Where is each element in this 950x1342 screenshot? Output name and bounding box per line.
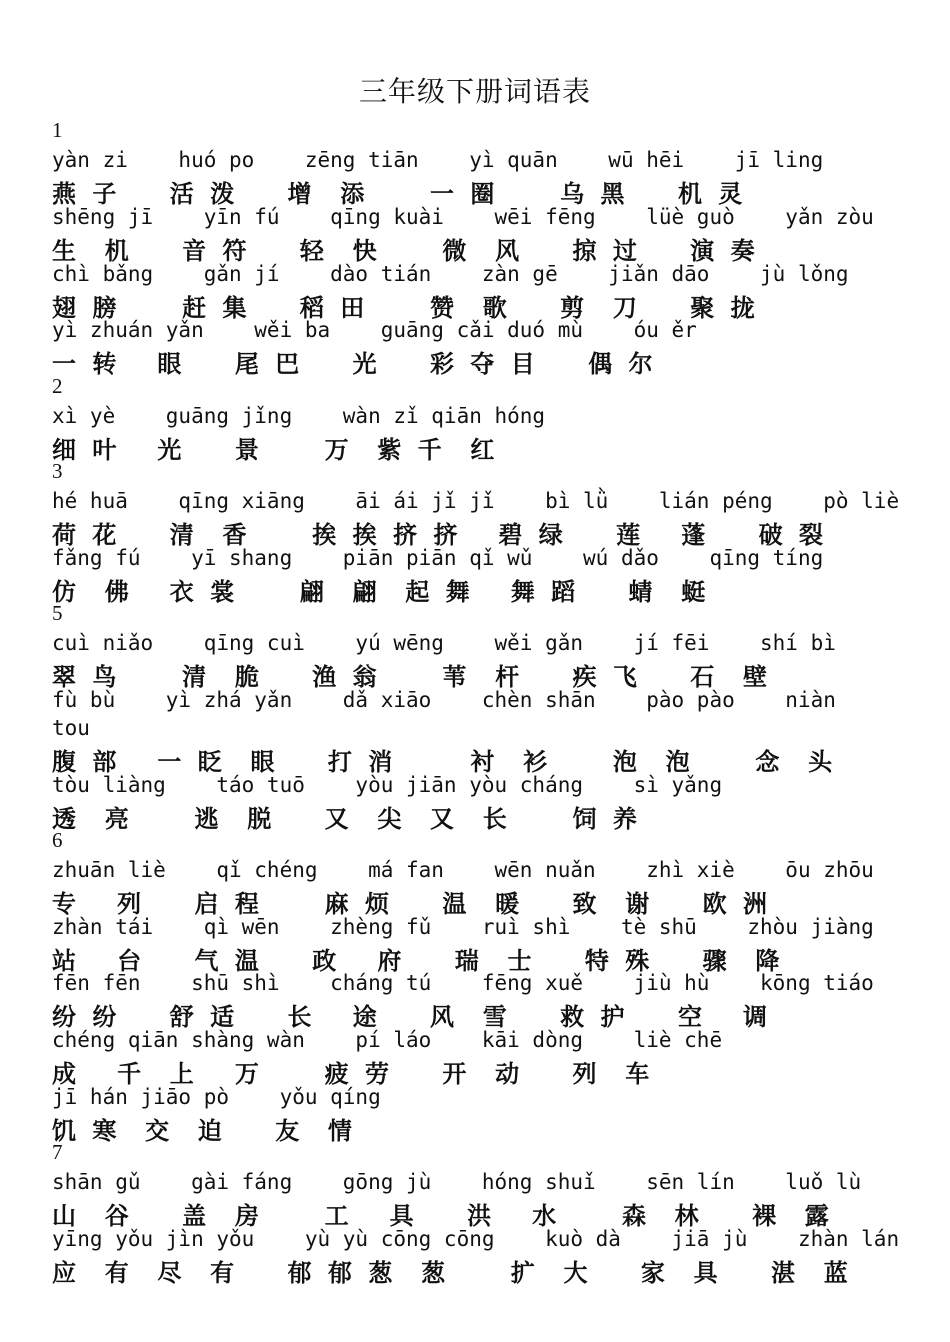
hanzi-line: 专 列 启 程 麻 烦 温 暖 致 谢 欧 洲 — [52, 890, 772, 918]
lesson-number: 6 — [52, 828, 63, 852]
lesson-number: 1 — [52, 118, 63, 142]
pinyin-line: shēng jī yīn fú qīng kuài wēi fēng lüè guò yǎn zòu — [52, 205, 874, 229]
pinyin-line: hé huā qīng xiāng āi ái jǐ jǐ bì lǜ lián péng pò liè — [52, 489, 900, 513]
lesson-number: 3 — [52, 459, 63, 483]
pinyin-line: cuì niǎo qīng cuì yú wēng wěi gǎn jí fēi shí bì — [52, 631, 836, 655]
page-title: 三年级下册词语表 — [358, 75, 591, 108]
lesson-number: 7 — [52, 1140, 63, 1164]
lesson-number: 2 — [52, 374, 63, 398]
pinyin-line: xì yè guāng jǐng wàn zǐ qiān hóng — [52, 404, 546, 428]
hanzi-line: 透 亮 逃 脱 又 尖 又 长 饲 养 — [52, 805, 641, 833]
hanzi-line: 生 机 音 符 轻 快 微 风 掠 过 演 奏 — [52, 237, 759, 265]
pinyin-line: zhuān liè qǐ chéng má fan wēn nuǎn zhì xiè ōu zhōu — [52, 858, 874, 882]
hanzi-line: 腹 部 一 眨 眼 打 消 衬 衫 泡 泡 念 头 — [52, 748, 837, 776]
hanzi-line: 应 有 尽 有 郁 郁 葱 葱 扩 大 家 具 湛 蓝 — [52, 1259, 852, 1287]
hanzi-line: 饥 寒 交 迫 友 情 — [52, 1117, 356, 1145]
pinyin-line: tou — [52, 716, 90, 740]
pinyin-line: tòu liàng táo tuō yòu jiān yòu cháng sì yǎng — [52, 773, 723, 797]
hanzi-line: 一 转 眼 尾 巴 光 彩 夺 目 偶 尔 — [52, 350, 657, 378]
pinyin-line: chì bǎng gǎn jí dào tián zàn gē jiǎn dāo jù lǒng — [52, 262, 849, 286]
hanzi-line: 燕 子 活 泼 增 添 一 圈 乌 黑 机 灵 — [52, 180, 747, 208]
pinyin-line: shān gǔ gài fáng gōng jù hóng shuǐ sēn lín luǒ lù — [52, 1170, 862, 1194]
hanzi-line: 翠 鸟 清 脆 渔 翁 苇 杆 疾 飞 石 壁 — [52, 663, 772, 691]
hanzi-line: 纷 纷 舒 适 长 途 风 雪 救 护 空 调 — [52, 1003, 772, 1031]
pinyin-line: fēn fēn shū shì cháng tú fēng xuě jiù hù kōng tiáo — [52, 971, 874, 995]
pinyin-line: fù bù yì zhá yǎn dǎ xiāo chèn shān pào pào niàn — [52, 688, 836, 712]
hanzi-line: 站 台 气 温 政 府 瑞 士 特 殊 骤 降 — [52, 947, 784, 975]
pinyin-line: chéng qiān shàng wàn pí láo kāi dòng liè chē — [52, 1028, 723, 1052]
hanzi-line: 翅 膀 赶 集 稻 田 赞 歌 剪 刀 聚 拢 — [52, 294, 759, 322]
hanzi-line: 仿 佛 衣 裳 翩 翩 起 舞 舞 蹈 蜻 蜓 — [52, 578, 710, 606]
pinyin-line: jī hán jiāo pò yǒu qíng — [52, 1085, 381, 1109]
hanzi-line: 细 叶 光 景 万 紫 千 红 — [52, 436, 499, 464]
pinyin-line: fǎng fú yī shang piān piān qǐ wǔ wú dǎo qīng tíng — [52, 546, 824, 570]
hanzi-line: 成 千 上 万 疲 劳 开 动 列 车 — [52, 1060, 654, 1088]
pinyin-line: yàn zi huó po zēng tiān yì quān wū hēi jī ling — [52, 148, 824, 172]
pinyin-line: zhàn tái qì wēn zhèng fǔ ruì shì tè shū zhòu jiàng — [52, 915, 874, 939]
lesson-number: 5 — [52, 601, 63, 625]
pinyin-line: yīng yǒu jìn yǒu yù yù cōng cōng kuò dà jiā jù zhàn lán — [52, 1227, 900, 1251]
hanzi-line: 山 谷 盖 房 工 具 洪 水 森 林 裸 露 — [52, 1202, 833, 1230]
hanzi-line: 荷 花 清 香 挨 挨 挤 挤 碧 绿 莲 蓬 破 裂 — [52, 521, 828, 549]
pinyin-line: yì zhuán yǎn wěi ba guāng cǎi duó mù óu ěr — [52, 318, 697, 342]
